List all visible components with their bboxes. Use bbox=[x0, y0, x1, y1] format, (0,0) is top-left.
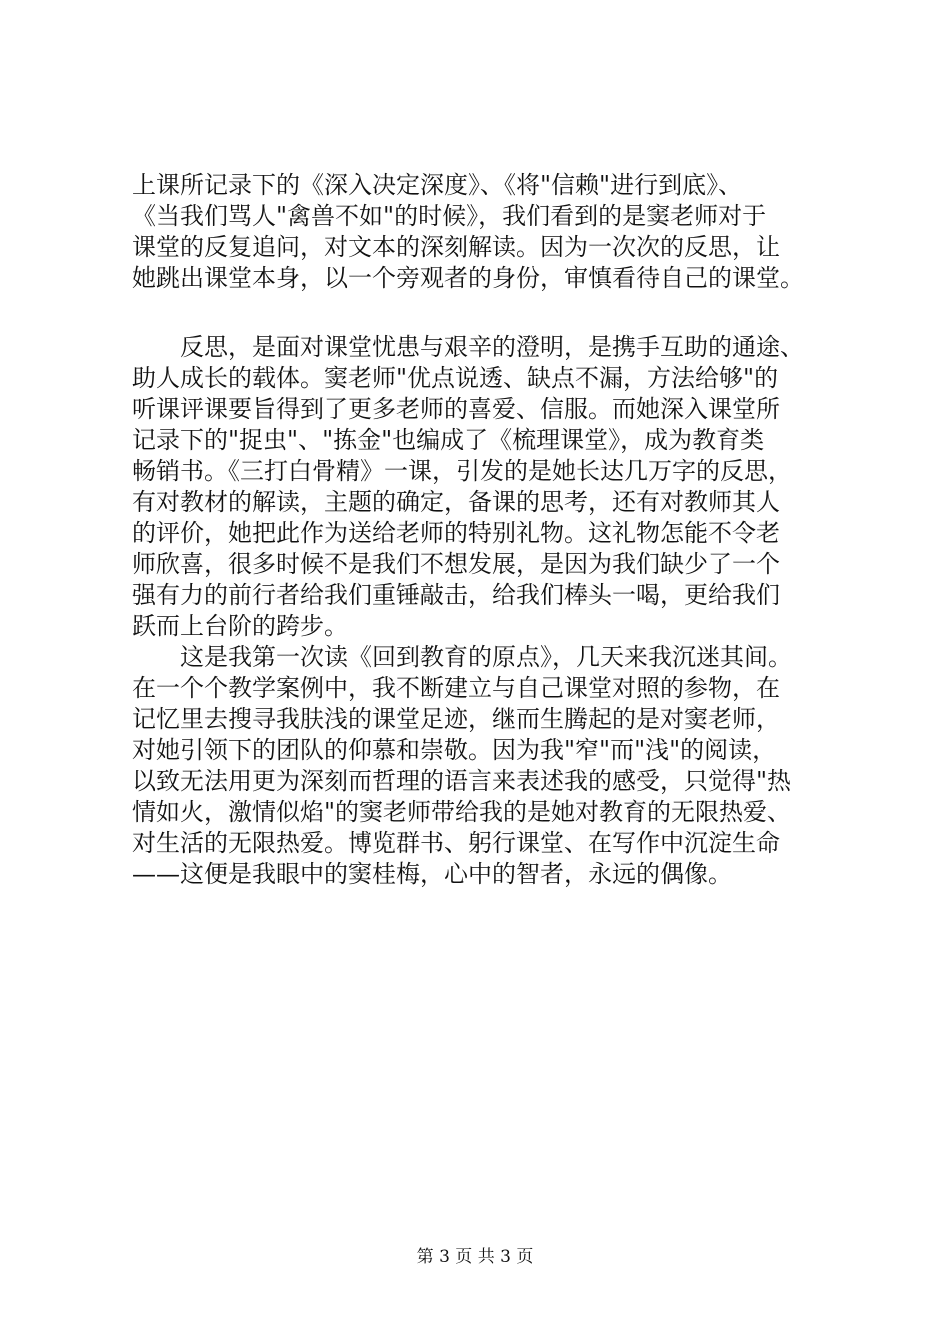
text-line: 强有力的前行者给我们重锤敲击，给我们棒头一喝，更给我们 bbox=[132, 581, 780, 609]
text-line: 畅销书。《三打白骨精》一课，引发的是她长达几万字的反思， bbox=[132, 457, 792, 485]
text-line: 《当我们骂人"禽兽不如"的时候》，我们看到的是窦老师对于 bbox=[132, 202, 767, 230]
text-line: 对她引领下的团队的仰慕和崇敬。因为我"窄"而"浅"的阅读， bbox=[132, 736, 777, 764]
text-line: 这是我第一次读《回到教育的原点》，几天来我沉迷其间。 bbox=[180, 643, 792, 671]
text-line: 的评价，她把此作为送给老师的特别礼物。这礼物怎能不令老 bbox=[132, 519, 780, 547]
text-line: 听课评课要旨得到了更多老师的喜爱、信服。而她深入课堂所 bbox=[132, 395, 780, 423]
page-number-label: 第 3 页 共 3 页 bbox=[416, 1247, 534, 1267]
text-line: 助人成长的载体。窦老师"优点说透、缺点不漏，方法给够"的 bbox=[132, 364, 779, 392]
text-line: 在一个个教学案例中，我不断建立与自己课堂对照的参物，在 bbox=[132, 674, 780, 702]
text-line: 记录下的"捉虫"、"拣金"也编成了《梳理课堂》，成为教育类 bbox=[132, 426, 765, 454]
document-body bbox=[132, 170, 852, 890]
text-line: 对生活的无限热爱。博览群书、躬行课堂、在写作中沉淀生命 bbox=[132, 829, 780, 857]
text-line: 课堂的反复追问，对文本的深刻解读。因为一次次的反思，让 bbox=[132, 233, 780, 261]
text-line: 跃而上台阶的跨步。 bbox=[132, 612, 348, 640]
text-line: 她跳出课堂本身，以一个旁观者的身份，审慎看待自己的课堂。 bbox=[132, 264, 804, 292]
paragraph-2 bbox=[132, 332, 852, 642]
text-line: 师欣喜，很多时候不是我们不想发展，是因为我们缺少了一个 bbox=[132, 550, 780, 578]
paragraph-spacer bbox=[132, 294, 852, 332]
text-line: ——这便是我眼中的窦桂梅，心中的智者，永远的偶像。 bbox=[132, 860, 732, 888]
text-line: 情如火，激情似焰"的窦老师带给我的是她对教育的无限热爱、 bbox=[132, 798, 792, 826]
paragraph-3 bbox=[132, 642, 852, 890]
text-line: 有对教材的解读，主题的确定，备课的思考，还有对教师其人 bbox=[132, 488, 780, 516]
paragraph-1 bbox=[132, 170, 852, 294]
text-line: 记忆里去搜寻我肤浅的课堂足迹，继而生腾起的是对窦老师， bbox=[132, 705, 780, 733]
page-footer bbox=[0, 1245, 950, 1269]
text-line: 上课所记录下的《深入决定深度》、《将"信赖"进行到底》、 bbox=[132, 171, 743, 199]
text-line: 反思，是面对课堂忧患与艰辛的澄明，是携手互助的通途、 bbox=[180, 333, 804, 361]
text-line: 以致无法用更为深刻而哲理的语言来表述我的感受，只觉得"热 bbox=[132, 767, 792, 795]
